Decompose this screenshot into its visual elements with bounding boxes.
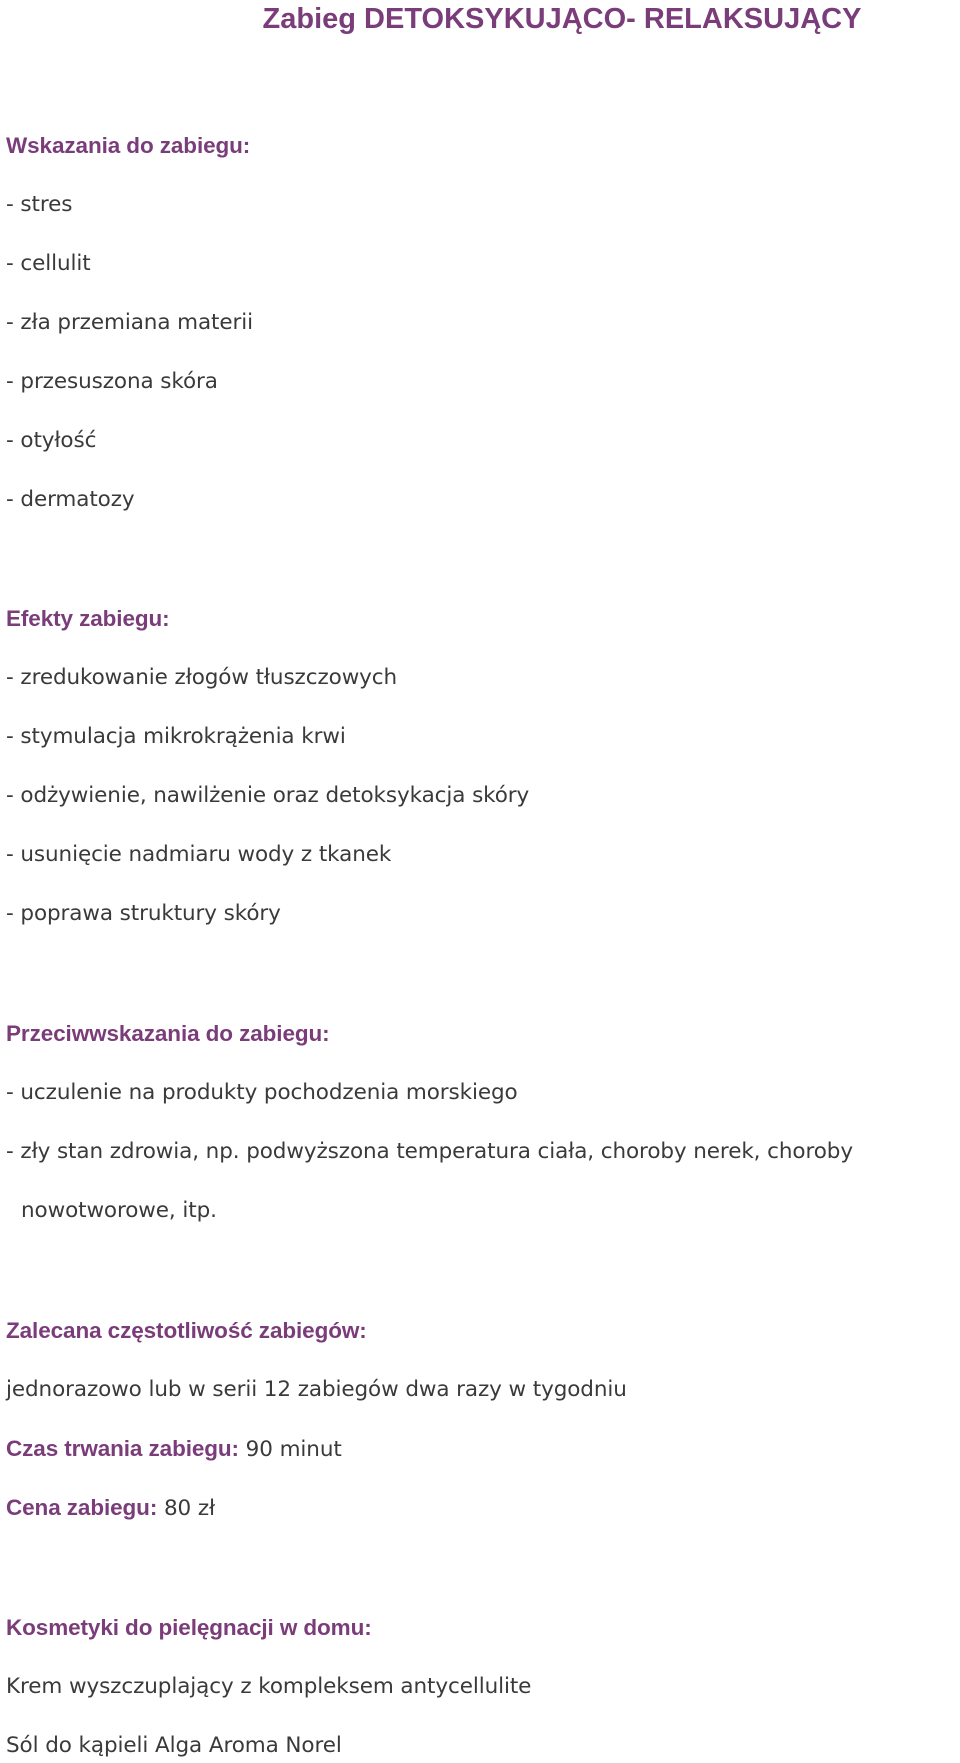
duration-value: 90 minut <box>238 1437 342 1462</box>
frequency-text: jednorazowo lub w serii 12 zabiegów dwa razy w tygodniu <box>6 1377 627 1402</box>
frequency-heading: Zalecana częstotliwość zabiegów: <box>6 1318 367 1343</box>
indication-item: - cellulit <box>6 251 91 276</box>
page-title: Zabieg DETOKSYKUJĄCO- RELAKSUJĄCY <box>262 3 862 35</box>
contraindication-item-continued: nowotworowe, itp. <box>21 1198 217 1223</box>
indication-item: - zła przemiana materii <box>6 310 253 335</box>
contraindication-item: - zły stan zdrowia, np. podwyższona temperatura ciała, choroby nerek, choroby <box>6 1139 853 1164</box>
home-care-item: Krem wyszczuplający z kompleksem antycellulite <box>6 1674 532 1699</box>
effect-item: - odżywienie, nawilżenie oraz detoksykacja skóry <box>6 783 530 808</box>
effect-item: - zredukowanie złogów tłuszczowych <box>6 665 398 690</box>
home-care-item: Sól do kąpieli Alga Aroma Norel <box>6 1733 342 1758</box>
indication-item: - stres <box>6 192 73 217</box>
indications-heading: Wskazania do zabiegu: <box>6 133 251 158</box>
indication-item: - przesuszona skóra <box>6 369 218 394</box>
price-line <box>6 1493 215 1524</box>
effect-item: - poprawa struktury skóry <box>6 901 281 926</box>
effect-item: - stymulacja mikrokrążenia krwi <box>6 724 346 749</box>
duration-line <box>6 1434 342 1465</box>
price-value: 80 zł <box>157 1496 216 1521</box>
price-label: Cena zabiegu: <box>6 1495 158 1520</box>
effect-item: - usunięcie nadmiaru wody z tkanek <box>6 842 392 867</box>
indication-item: - dermatozy <box>6 487 135 512</box>
duration-label: Czas trwania zabiegu: <box>6 1436 239 1461</box>
contraindication-item: - uczulenie na produkty pochodzenia morskiego <box>6 1080 518 1105</box>
contraindications-heading: Przeciwwskazania do zabiegu: <box>6 1021 330 1046</box>
effects-heading: Efekty zabiegu: <box>6 606 170 631</box>
home-care-heading: Kosmetyki do pielęgnacji w domu: <box>6 1615 372 1640</box>
indication-item: - otyłość <box>6 428 97 453</box>
